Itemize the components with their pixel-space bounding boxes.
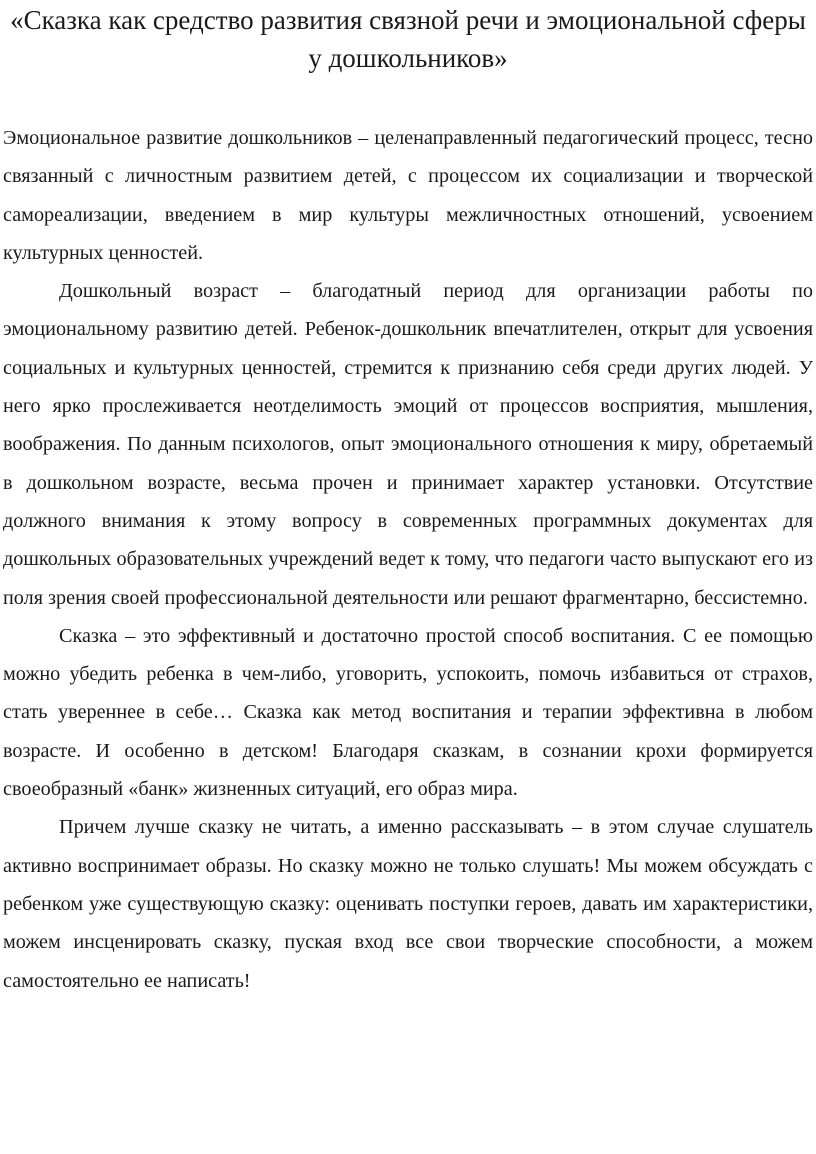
paragraph-fairy-tale-method: Сказка – это эффективный и достаточно простой способ воспитания. С ее помощью можно убедить ребенка в чем-либо, уговорить, успокоить, помочь избавиться от страхов, стать увереннее в себе… Сказка как метод воспитания и терапии эффективна в любом возрасте. И особенно в детском! Благодаря сказкам, в сознании крохи формируется своеобразный «банк» жизненных ситуаций, его образ мира. <box>3 624 813 801</box>
paragraph-emotional-development: Эмоциональное развитие дошкольников – целенаправленный педагогический процесс, тесно связанный с личностным развитием детей, с процессом их социализации и творческой самореализации, введением в мир культуры межличностных отношений, усвоением культурных ценностей. <box>3 127 813 264</box>
paragraph-storytelling: Причем лучше сказку не читать, а именно рассказывать – в этом случае слушатель активно воспринимает образы. Но сказку можно не только слушать! Мы можем обсуждать с ребенком уже существующую сказку: оценивать поступки героев, давать им характеристики, можем инсценировать сказку, пуская вход все свои творческие способности, а можем самостоятельно ее написать! <box>3 816 813 992</box>
document-body <box>3 119 813 1000</box>
document-title: «Сказка как средство развития связной речи и эмоциональной сферы у дошкольников» <box>10 5 806 73</box>
paragraph-preschool-age: Дошкольный возраст – благодатный период для организации работы по эмоциональному развитию детей. Ребенок-дошкольник впечатлителен, открыт для усвоения социальных и культурных ценностей, стремится к признанию себя среди других людей. У него ярко прослеживается неотделимость эмоций от процессов восприятия, мышления, воображения. По данным психологов, опыт эмоционального отношения к миру, обретаемый в дошкольном возрасте, весьма прочен и принимает характер установки. Отсутствие должного внимания к этому вопросу в современных программных документах для дошкольных образовательных учреждений ведет к тому, что педагоги часто выпускают его из поля зрения своей профессиональной деятельности или решают фрагментарно, бессистемно. <box>3 280 813 609</box>
